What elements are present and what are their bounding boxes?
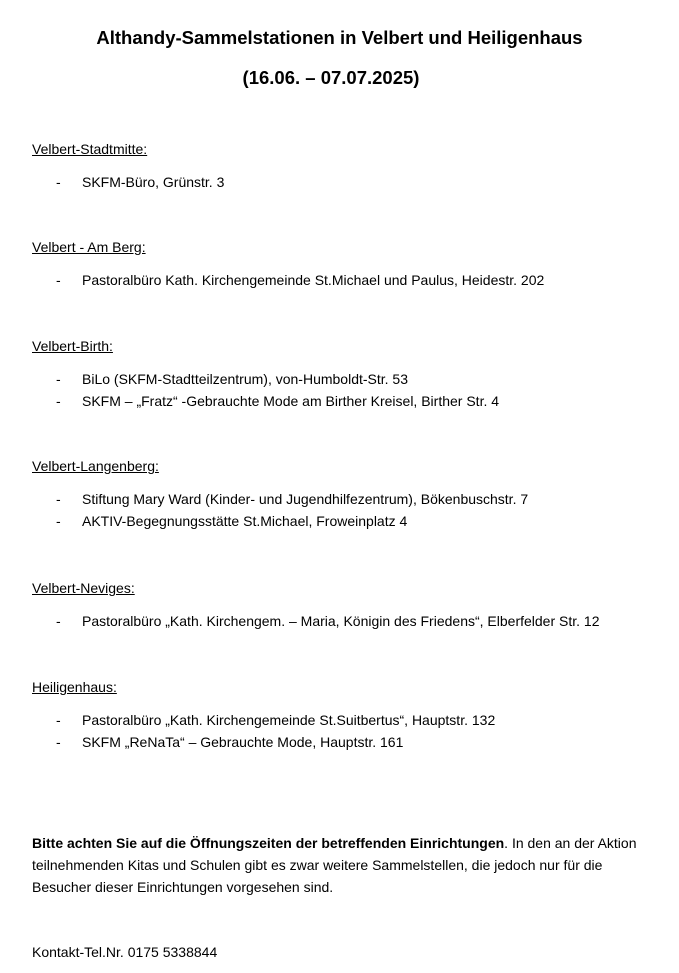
location-text: Pastoralbüro Kath. Kirchengemeinde St.Michael und Paulus, Heidestr. 202 bbox=[82, 272, 545, 288]
location-item bbox=[32, 731, 662, 753]
bullet-dash: - bbox=[56, 491, 61, 507]
bullet-dash: - bbox=[56, 734, 61, 750]
location-list bbox=[32, 269, 662, 291]
location-list bbox=[32, 171, 662, 193]
document-date-range: (16.06. – 07.07.2025) bbox=[242, 67, 420, 88]
notice-text: . In den an der Aktion teilnehmenden Kitas und Schulen gibt es zwar weitere Sammelstellen, die jedoch nur für die Besucher dieser Einrichtungen vorgesehen sind. bbox=[32, 835, 637, 895]
section-velbert-am-berg bbox=[32, 238, 662, 291]
opening-hours-notice bbox=[32, 832, 662, 898]
section-heading: Velbert-Birth: bbox=[32, 338, 113, 354]
location-item bbox=[32, 368, 662, 390]
section-velbert-neviges bbox=[32, 579, 662, 632]
location-item bbox=[32, 510, 662, 532]
section-heading: Velbert-Langenberg: bbox=[32, 458, 159, 474]
bullet-dash: - bbox=[56, 272, 61, 288]
section-velbert-stadtmitte bbox=[32, 140, 662, 193]
location-list bbox=[32, 368, 662, 412]
location-text: BiLo (SKFM-Stadtteilzentrum), von-Humboldt-Str. 53 bbox=[82, 371, 409, 387]
location-text: SKFM „ReNaTa“ – Gebrauchte Mode, Hauptstr. 161 bbox=[82, 734, 404, 750]
location-list bbox=[32, 488, 662, 532]
location-list bbox=[32, 610, 662, 632]
location-text: SKFM – „Fratz“ -Gebrauchte Mode am Birther Kreisel, Birther Str. 4 bbox=[82, 393, 500, 409]
location-item bbox=[32, 269, 662, 291]
section-heiligenhaus bbox=[32, 678, 662, 753]
bullet-dash: - bbox=[56, 393, 61, 409]
section-heading: Heiligenhaus: bbox=[32, 679, 117, 695]
location-item bbox=[32, 610, 662, 632]
section-heading: Velbert-Stadtmitte: bbox=[32, 141, 148, 157]
location-text: Pastoralbüro „Kath. Kirchengemeinde St.Suitbertus“, Hauptstr. 132 bbox=[82, 712, 496, 728]
notice-bold-text: Bitte achten Sie auf die Öffnungszeiten der betreffenden Einrichtungen bbox=[32, 835, 505, 851]
bullet-dash: - bbox=[56, 712, 61, 728]
contact-phone: Kontakt-Tel.Nr. 0175 5338844 bbox=[32, 944, 218, 960]
location-item bbox=[32, 488, 662, 510]
section-velbert-birth bbox=[32, 337, 662, 412]
location-text: Stiftung Mary Ward (Kinder- und Jugendhilfezentrum), Bökenbuschstr. 7 bbox=[82, 491, 529, 507]
bullet-dash: - bbox=[56, 371, 61, 387]
location-item bbox=[32, 709, 662, 731]
location-item bbox=[32, 390, 662, 412]
location-item bbox=[32, 171, 662, 193]
document-title: Althandy-Sammelstationen in Velbert und Heiligenhaus bbox=[96, 27, 583, 48]
location-list bbox=[32, 709, 662, 753]
section-heading: Velbert - Am Berg: bbox=[32, 239, 146, 255]
bullet-dash: - bbox=[56, 513, 61, 529]
location-text: AKTIV-Begegnungsstätte St.Michael, Froweinplatz 4 bbox=[82, 513, 408, 529]
location-text: Pastoralbüro „Kath. Kirchengem. – Maria, Königin des Friedens“, Elberfelder Str. 12 bbox=[82, 613, 600, 629]
bullet-dash: - bbox=[56, 174, 61, 190]
location-text: SKFM-Büro, Grünstr. 3 bbox=[82, 174, 225, 190]
section-heading: Velbert-Neviges: bbox=[32, 580, 135, 596]
section-velbert-langenberg bbox=[32, 457, 662, 532]
bullet-dash: - bbox=[56, 613, 61, 629]
